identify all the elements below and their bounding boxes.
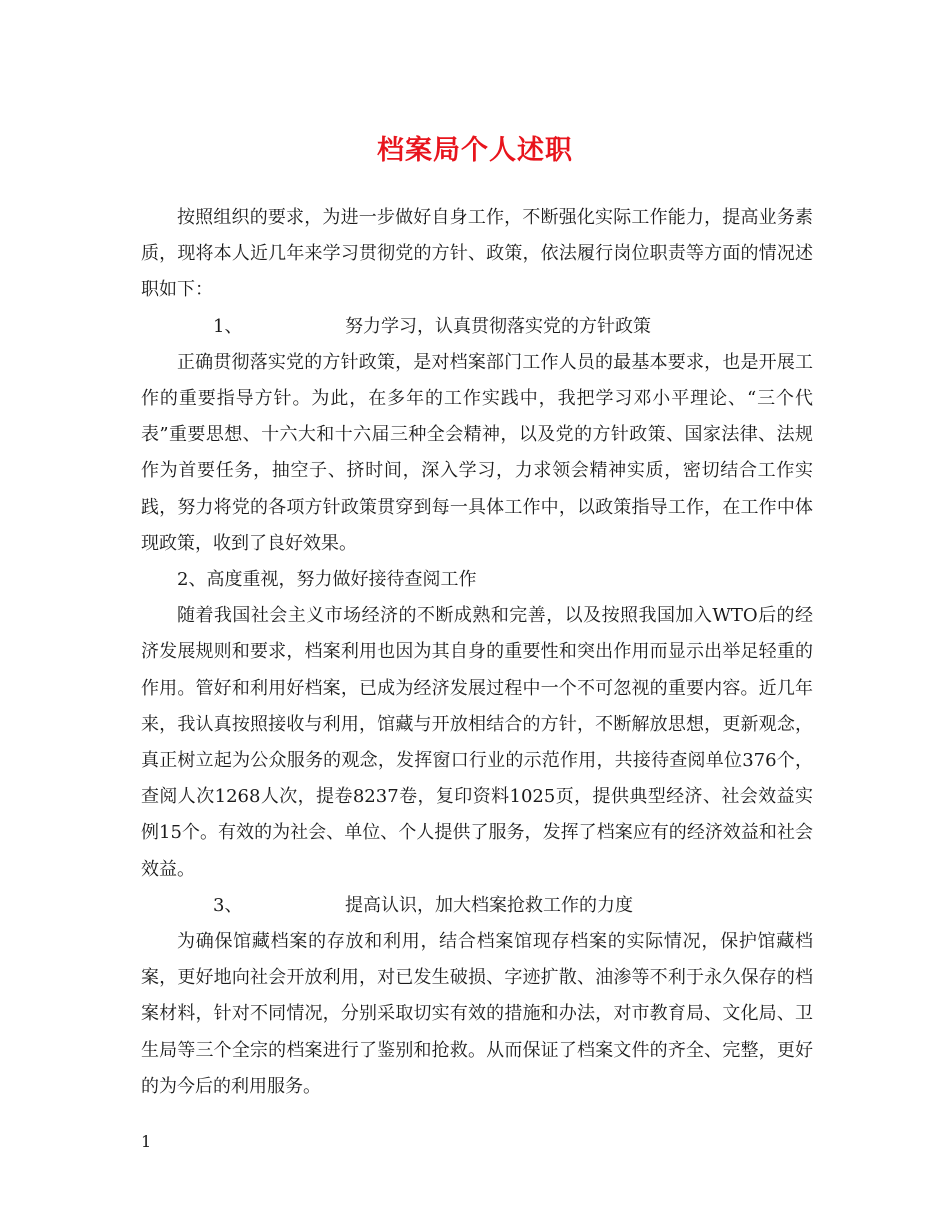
section-body-3: 为确保馆藏档案的存放和利用，结合档案馆现存档案的实际情况，保护馆藏档案，更好地向社会开放利用，对已发生破损、字迹扩散、油渗等不利于永久保存的档案材料，针对不同情况，分别采取切实有效的措施和办法，对市教育局、文化局、卫生局等三个全宗的档案进行了鉴别和抢救。从而保证了档案文件的齐全、完整，更好的为今后的利用服务。 xyxy=(141,931,813,1097)
section-heading-3 xyxy=(141,888,813,924)
section-body-2: 随着我国社会主义市场经济的不断成熟和完善，以及按照我国加入WTO后的经济发展规则和要求，档案利用也因为其自身的重要性和突出作用而显示出举足轻重的作用。管好和利用好档案，已成为经济发展过程中一个不可忽视的重要内容。近几年来，我认真按照接收与利用，馆藏与开放相结合的方针，不断解放思想，更新观念，真正树立起为公众服务的观念，发挥窗口行业的示范作用，共接待查阅单位376个，查阅人次1268人次，提卷8237卷，复印资料1025页，提供典型经济、社会效益实例15个。有效的为社会、单位、个人提供了服务，发挥了档案应有的经济效益和社会效益。 xyxy=(141,605,813,880)
section-body-1: 正确贯彻落实党的方针政策，是对档案部门工作人员的最基本要求，也是开展工作的重要指导方针。为此，在多年的工作实践中，我把学习邓小平理论、“三个代表”重要思想、十六大和十六届三种全会精神，以及党的方针政策、国家法律、法规作为首要任务，抽空子、挤时间，深入学习，力求领会精神实质，密切结合工作实践，努力将党的各项方针政策贯穿到每一具体工作中，以政策指导工作，在工作中体现政策，收到了良好效果。 xyxy=(141,351,813,554)
section-heading-text-1: 努力学习，认真贯彻落实党的方针政策 xyxy=(345,315,651,337)
section-number-2: 2、 xyxy=(177,569,207,591)
section-number-3: 3、 xyxy=(213,894,243,916)
section-heading-text-2: 高度重视，努力做好接待查阅工作 xyxy=(206,569,477,591)
intro-paragraph: 按照组织的要求，为进一步做好自身工作，不断强化实际工作能力，提高业务素质，现将本人近几年来学习贯彻党的方针、政策，依法履行岗位职责等方面的情况述职如下： xyxy=(141,207,813,301)
section-heading-2 xyxy=(141,562,813,598)
document-body xyxy=(141,200,813,1105)
section-number-1: 1、 xyxy=(213,315,243,337)
page-number: 1 xyxy=(141,1132,152,1151)
section-heading-text-3: 提高认识，加大档案抢救工作的力度 xyxy=(345,894,633,916)
document-title: 档案局个人述职 xyxy=(377,135,573,166)
section-heading-1 xyxy=(141,309,813,345)
